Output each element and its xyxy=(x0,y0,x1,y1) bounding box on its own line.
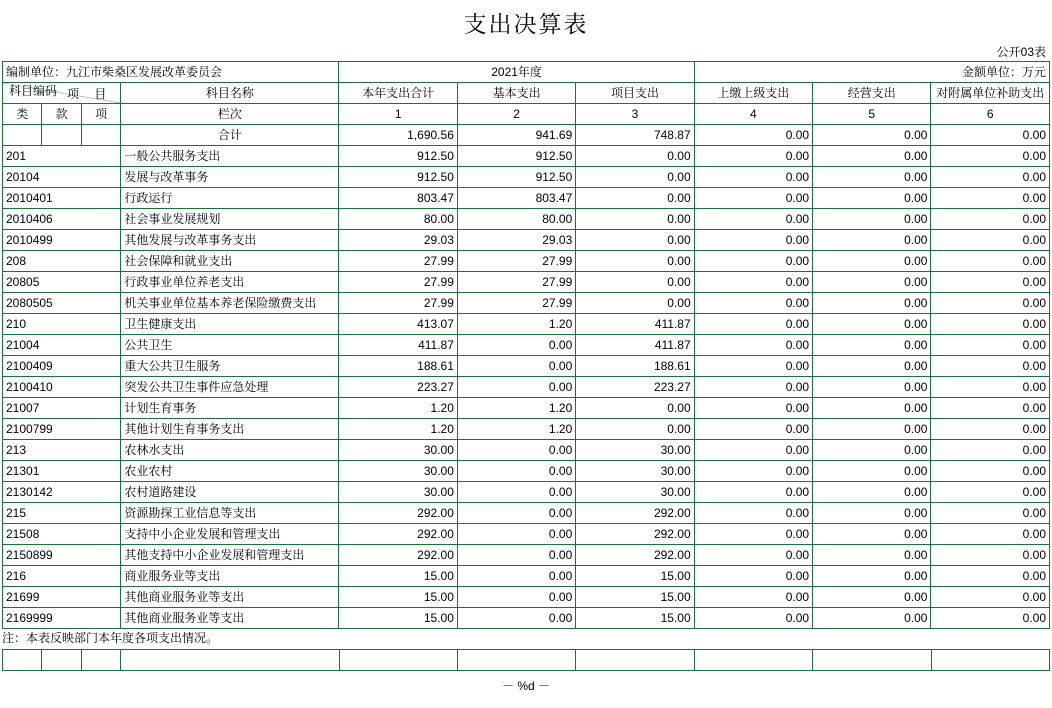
row-subject-code: 21508 xyxy=(3,524,121,545)
footer-cell xyxy=(694,650,812,671)
row-value-3: 292.00 xyxy=(576,545,694,566)
header-level-kuan: 款 xyxy=(42,104,81,125)
table-row xyxy=(3,293,1050,314)
row-value-2: 1.20 xyxy=(457,419,575,440)
total-code-kuan xyxy=(42,125,81,146)
total-value-2: 941.69 xyxy=(457,125,575,146)
row-value-5: 0.00 xyxy=(813,188,931,209)
row-value-1: 292.00 xyxy=(339,503,457,524)
total-value-3: 748.87 xyxy=(576,125,694,146)
row-value-1: 30.00 xyxy=(339,440,457,461)
row-subject-code: 21699 xyxy=(3,587,121,608)
total-value-5: 0.00 xyxy=(813,125,931,146)
row-value-2: 0.00 xyxy=(457,524,575,545)
row-value-6: 0.00 xyxy=(931,566,1050,587)
row-value-2: 0.00 xyxy=(457,503,575,524)
row-value-5: 0.00 xyxy=(813,608,931,629)
row-value-2: 803.47 xyxy=(457,188,575,209)
row-subject-code: 20104 xyxy=(3,167,121,188)
total-value-4: 0.00 xyxy=(694,125,812,146)
row-subject-name: 农村道路建设 xyxy=(121,482,339,503)
row-value-1: 1.20 xyxy=(339,398,457,419)
row-value-3: 292.00 xyxy=(576,503,694,524)
row-value-6: 0.00 xyxy=(931,293,1050,314)
row-value-3: 30.00 xyxy=(576,440,694,461)
row-value-6: 0.00 xyxy=(931,356,1050,377)
total-label: 合计 xyxy=(121,125,339,146)
total-value-1: 1,690.56 xyxy=(339,125,457,146)
row-value-4: 0.00 xyxy=(694,545,812,566)
row-value-3: 411.87 xyxy=(576,314,694,335)
row-value-6: 0.00 xyxy=(931,335,1050,356)
row-value-4: 0.00 xyxy=(694,167,812,188)
header-colnum-6: 6 xyxy=(931,104,1050,125)
row-value-6: 0.00 xyxy=(931,419,1050,440)
header-lanci-label: 栏次 xyxy=(121,104,339,125)
row-subject-name: 支持中小企业发展和管理支出 xyxy=(121,524,339,545)
table-row xyxy=(3,146,1050,167)
row-subject-name: 发展与改革事务 xyxy=(121,167,339,188)
table-row xyxy=(3,440,1050,461)
row-value-1: 80.00 xyxy=(339,209,457,230)
table-row xyxy=(3,608,1050,629)
header-colnum-5: 5 xyxy=(813,104,931,125)
row-subject-name: 机关事业单位基本养老保险缴费支出 xyxy=(121,293,339,314)
header-col-6: 对附属单位补助支出 xyxy=(931,83,1050,104)
row-value-1: 15.00 xyxy=(339,566,457,587)
table-meta-row xyxy=(3,62,1050,83)
row-value-1: 30.00 xyxy=(339,461,457,482)
row-value-6: 0.00 xyxy=(931,209,1050,230)
row-value-1: 223.27 xyxy=(339,377,457,398)
footer-cell xyxy=(121,650,339,671)
row-value-5: 0.00 xyxy=(813,482,931,503)
row-subject-code: 208 xyxy=(3,251,121,272)
header-item-label: 项 目 xyxy=(67,87,113,101)
row-value-4: 0.00 xyxy=(694,209,812,230)
row-value-6: 0.00 xyxy=(931,587,1050,608)
row-value-2: 912.50 xyxy=(457,167,575,188)
row-value-2: 80.00 xyxy=(457,209,575,230)
row-value-6: 0.00 xyxy=(931,230,1050,251)
row-value-6: 0.00 xyxy=(931,314,1050,335)
row-value-4: 0.00 xyxy=(694,398,812,419)
row-value-1: 15.00 xyxy=(339,587,457,608)
row-value-3: 411.87 xyxy=(576,335,694,356)
row-value-3: 0.00 xyxy=(576,251,694,272)
row-value-6: 0.00 xyxy=(931,545,1050,566)
row-value-2: 0.00 xyxy=(457,587,575,608)
row-value-3: 30.00 xyxy=(576,482,694,503)
row-value-4: 0.00 xyxy=(694,272,812,293)
row-subject-code: 201 xyxy=(3,146,121,167)
header-col-5: 经营支出 xyxy=(813,83,931,104)
row-value-5: 0.00 xyxy=(813,377,931,398)
table-note: 注：本表反映部门本年度各项支出情况。 xyxy=(2,631,219,645)
total-value-6: 0.00 xyxy=(931,125,1050,146)
fiscal-year: 2021年度 xyxy=(339,62,694,83)
row-value-3: 0.00 xyxy=(576,188,694,209)
row-subject-code: 21301 xyxy=(3,461,121,482)
row-value-3: 15.00 xyxy=(576,587,694,608)
row-subject-name: 其他发展与改革事务支出 xyxy=(121,230,339,251)
row-subject-name: 社会保障和就业支出 xyxy=(121,251,339,272)
row-subject-code: 2100409 xyxy=(3,356,121,377)
table-row xyxy=(3,314,1050,335)
row-value-5: 0.00 xyxy=(813,167,931,188)
row-value-5: 0.00 xyxy=(813,503,931,524)
row-value-1: 15.00 xyxy=(339,608,457,629)
header-colnum-2: 2 xyxy=(457,104,575,125)
header-level-xiang: 项 xyxy=(81,104,120,125)
row-value-3: 30.00 xyxy=(576,461,694,482)
row-subject-name: 卫生健康支出 xyxy=(121,314,339,335)
row-subject-code: 2100799 xyxy=(3,419,121,440)
table-row xyxy=(3,398,1050,419)
table-row xyxy=(3,167,1050,188)
row-value-3: 0.00 xyxy=(576,230,694,251)
row-subject-name: 突发公共卫生事件应急处理 xyxy=(121,377,339,398)
row-value-3: 0.00 xyxy=(576,419,694,440)
row-value-5: 0.00 xyxy=(813,566,931,587)
row-subject-code: 213 xyxy=(3,440,121,461)
row-value-5: 0.00 xyxy=(813,251,931,272)
header-colnum-4: 4 xyxy=(694,104,812,125)
footer-cell xyxy=(931,650,1049,671)
row-value-4: 0.00 xyxy=(694,251,812,272)
row-subject-name: 其他商业服务业等支出 xyxy=(121,587,339,608)
row-value-2: 1.20 xyxy=(457,398,575,419)
row-value-1: 411.87 xyxy=(339,335,457,356)
row-value-2: 0.00 xyxy=(457,545,575,566)
row-value-6: 0.00 xyxy=(931,272,1050,293)
row-subject-code: 2080505 xyxy=(3,293,121,314)
table-row xyxy=(3,419,1050,440)
row-value-4: 0.00 xyxy=(694,335,812,356)
row-subject-code: 20805 xyxy=(3,272,121,293)
table-row xyxy=(3,461,1050,482)
header-col-3: 项目支出 xyxy=(576,83,694,104)
total-row xyxy=(3,125,1050,146)
row-subject-name: 重大公共卫生服务 xyxy=(121,356,339,377)
page-number: － %d － xyxy=(501,679,550,693)
row-value-4: 0.00 xyxy=(694,377,812,398)
row-value-6: 0.00 xyxy=(931,398,1050,419)
row-value-6: 0.00 xyxy=(931,377,1050,398)
header-colnum-1: 1 xyxy=(339,104,457,125)
row-subject-name: 其他支持中小企业发展和管理支出 xyxy=(121,545,339,566)
row-value-2: 27.99 xyxy=(457,293,575,314)
row-value-2: 0.00 xyxy=(457,377,575,398)
row-subject-code: 2130142 xyxy=(3,482,121,503)
footer-blank-row xyxy=(3,650,1050,671)
row-subject-name: 社会事业发展规划 xyxy=(121,209,339,230)
row-value-1: 912.50 xyxy=(339,167,457,188)
row-value-6: 0.00 xyxy=(931,146,1050,167)
row-subject-code: 2010406 xyxy=(3,209,121,230)
row-subject-name: 公共卫生 xyxy=(121,335,339,356)
row-subject-name: 农业农村 xyxy=(121,461,339,482)
row-value-3: 0.00 xyxy=(576,146,694,167)
table-row xyxy=(3,335,1050,356)
row-value-1: 912.50 xyxy=(339,146,457,167)
row-subject-code: 2010499 xyxy=(3,230,121,251)
table-row xyxy=(3,545,1050,566)
footer-cell xyxy=(576,650,694,671)
row-value-2: 0.00 xyxy=(457,356,575,377)
footer-cell xyxy=(457,650,575,671)
table-row xyxy=(3,482,1050,503)
row-value-4: 0.00 xyxy=(694,566,812,587)
table-row xyxy=(3,209,1050,230)
row-value-5: 0.00 xyxy=(813,335,931,356)
row-subject-name: 计划生育事务 xyxy=(121,398,339,419)
header-col-4: 上缴上级支出 xyxy=(694,83,812,104)
row-value-1: 30.00 xyxy=(339,482,457,503)
row-subject-name: 商业服务业等支出 xyxy=(121,566,339,587)
row-subject-code: 210 xyxy=(3,314,121,335)
row-value-2: 27.99 xyxy=(457,272,575,293)
row-value-6: 0.00 xyxy=(931,188,1050,209)
row-value-3: 15.00 xyxy=(576,608,694,629)
row-subject-code: 216 xyxy=(3,566,121,587)
row-value-4: 0.00 xyxy=(694,230,812,251)
row-value-6: 0.00 xyxy=(931,524,1050,545)
row-subject-name: 行政运行 xyxy=(121,188,339,209)
row-subject-code: 2150899 xyxy=(3,545,121,566)
row-subject-code: 2169999 xyxy=(3,608,121,629)
row-value-6: 0.00 xyxy=(931,251,1050,272)
table-row xyxy=(3,230,1050,251)
row-value-5: 0.00 xyxy=(813,293,931,314)
row-value-3: 292.00 xyxy=(576,524,694,545)
row-value-3: 0.00 xyxy=(576,167,694,188)
row-value-2: 0.00 xyxy=(457,566,575,587)
row-value-4: 0.00 xyxy=(694,608,812,629)
table-subheader-row xyxy=(3,104,1050,125)
table-row xyxy=(3,503,1050,524)
row-value-4: 0.00 xyxy=(694,419,812,440)
row-value-3: 0.00 xyxy=(576,293,694,314)
table-row xyxy=(3,356,1050,377)
row-value-1: 803.47 xyxy=(339,188,457,209)
row-value-4: 0.00 xyxy=(694,503,812,524)
row-value-6: 0.00 xyxy=(931,503,1050,524)
row-value-1: 292.00 xyxy=(339,524,457,545)
row-value-3: 0.00 xyxy=(576,209,694,230)
row-value-5: 0.00 xyxy=(813,356,931,377)
row-subject-code: 21007 xyxy=(3,398,121,419)
row-value-3: 188.61 xyxy=(576,356,694,377)
footer-cell xyxy=(81,650,120,671)
row-value-4: 0.00 xyxy=(694,293,812,314)
row-value-5: 0.00 xyxy=(813,545,931,566)
table-body xyxy=(3,146,1050,629)
table-row xyxy=(3,587,1050,608)
row-value-4: 0.00 xyxy=(694,356,812,377)
row-value-5: 0.00 xyxy=(813,419,931,440)
row-value-4: 0.00 xyxy=(694,461,812,482)
table-row xyxy=(3,188,1050,209)
row-value-5: 0.00 xyxy=(813,440,931,461)
row-value-5: 0.00 xyxy=(813,209,931,230)
row-value-4: 0.00 xyxy=(694,440,812,461)
row-value-5: 0.00 xyxy=(813,587,931,608)
row-value-1: 188.61 xyxy=(339,356,457,377)
subject-code-diagonal-cell xyxy=(3,83,121,104)
header-colnum-3: 3 xyxy=(576,104,694,125)
row-value-2: 912.50 xyxy=(457,146,575,167)
row-value-1: 27.99 xyxy=(339,251,457,272)
row-value-3: 15.00 xyxy=(576,566,694,587)
header-level-lei: 类 xyxy=(3,104,42,125)
footer-cell xyxy=(339,650,457,671)
row-value-3: 0.00 xyxy=(576,272,694,293)
row-value-1: 27.99 xyxy=(339,272,457,293)
row-value-6: 0.00 xyxy=(931,440,1050,461)
row-subject-code: 2010401 xyxy=(3,188,121,209)
row-value-4: 0.00 xyxy=(694,482,812,503)
page-title: 支出决算表 xyxy=(463,12,589,38)
row-value-2: 0.00 xyxy=(457,461,575,482)
row-value-5: 0.00 xyxy=(813,230,931,251)
table-row xyxy=(3,524,1050,545)
row-value-2: 0.00 xyxy=(457,482,575,503)
row-value-2: 27.99 xyxy=(457,251,575,272)
compiling-unit: 编制单位：九江市柴桑区发展改革委员会 xyxy=(3,62,339,83)
row-value-4: 0.00 xyxy=(694,524,812,545)
row-value-4: 0.00 xyxy=(694,146,812,167)
row-subject-code: 215 xyxy=(3,503,121,524)
row-value-5: 0.00 xyxy=(813,524,931,545)
row-value-3: 0.00 xyxy=(576,398,694,419)
row-subject-name: 农林水支出 xyxy=(121,440,339,461)
row-subject-name: 行政事业单位养老支出 xyxy=(121,272,339,293)
row-value-5: 0.00 xyxy=(813,461,931,482)
row-value-4: 0.00 xyxy=(694,587,812,608)
row-value-5: 0.00 xyxy=(813,398,931,419)
row-subject-name: 其他计划生育事务支出 xyxy=(121,419,339,440)
row-value-2: 0.00 xyxy=(457,440,575,461)
amount-unit: 金额单位：万元 xyxy=(694,62,1049,83)
row-value-5: 0.00 xyxy=(813,272,931,293)
footer-cell xyxy=(3,650,42,671)
row-value-1: 29.03 xyxy=(339,230,457,251)
header-subject-name: 科目名称 xyxy=(121,83,339,104)
row-value-1: 292.00 xyxy=(339,545,457,566)
row-value-2: 29.03 xyxy=(457,230,575,251)
row-value-1: 27.99 xyxy=(339,293,457,314)
budget-expenditure-table xyxy=(2,61,1050,629)
footer-blank-grid xyxy=(2,649,1050,671)
row-value-5: 0.00 xyxy=(813,314,931,335)
header-col-1: 本年支出合计 xyxy=(339,83,457,104)
total-code-lei xyxy=(3,125,42,146)
row-value-2: 0.00 xyxy=(457,335,575,356)
table-row xyxy=(3,377,1050,398)
row-value-2: 1.20 xyxy=(457,314,575,335)
table-row xyxy=(3,251,1050,272)
row-value-1: 413.07 xyxy=(339,314,457,335)
footer-cell xyxy=(42,650,81,671)
row-value-4: 0.00 xyxy=(694,188,812,209)
row-value-6: 0.00 xyxy=(931,482,1050,503)
row-subject-code: 21004 xyxy=(3,335,121,356)
header-subject-code-label: 科目编码 xyxy=(9,84,58,98)
footer-cell xyxy=(813,650,931,671)
row-value-2: 0.00 xyxy=(457,608,575,629)
row-subject-code: 2100410 xyxy=(3,377,121,398)
row-value-1: 1.20 xyxy=(339,419,457,440)
row-value-3: 223.27 xyxy=(576,377,694,398)
form-code: 公开03表 xyxy=(996,45,1046,59)
row-subject-name: 资源勘探工业信息等支出 xyxy=(121,503,339,524)
row-value-6: 0.00 xyxy=(931,608,1050,629)
total-code-xiang xyxy=(81,125,120,146)
header-col-2: 基本支出 xyxy=(457,83,575,104)
row-subject-name: 一般公共服务支出 xyxy=(121,146,339,167)
row-value-4: 0.00 xyxy=(694,314,812,335)
table-row xyxy=(3,272,1050,293)
row-value-6: 0.00 xyxy=(931,167,1050,188)
row-value-6: 0.00 xyxy=(931,461,1050,482)
table-row xyxy=(3,566,1050,587)
row-value-5: 0.00 xyxy=(813,146,931,167)
row-subject-name: 其他商业服务业等支出 xyxy=(121,608,339,629)
